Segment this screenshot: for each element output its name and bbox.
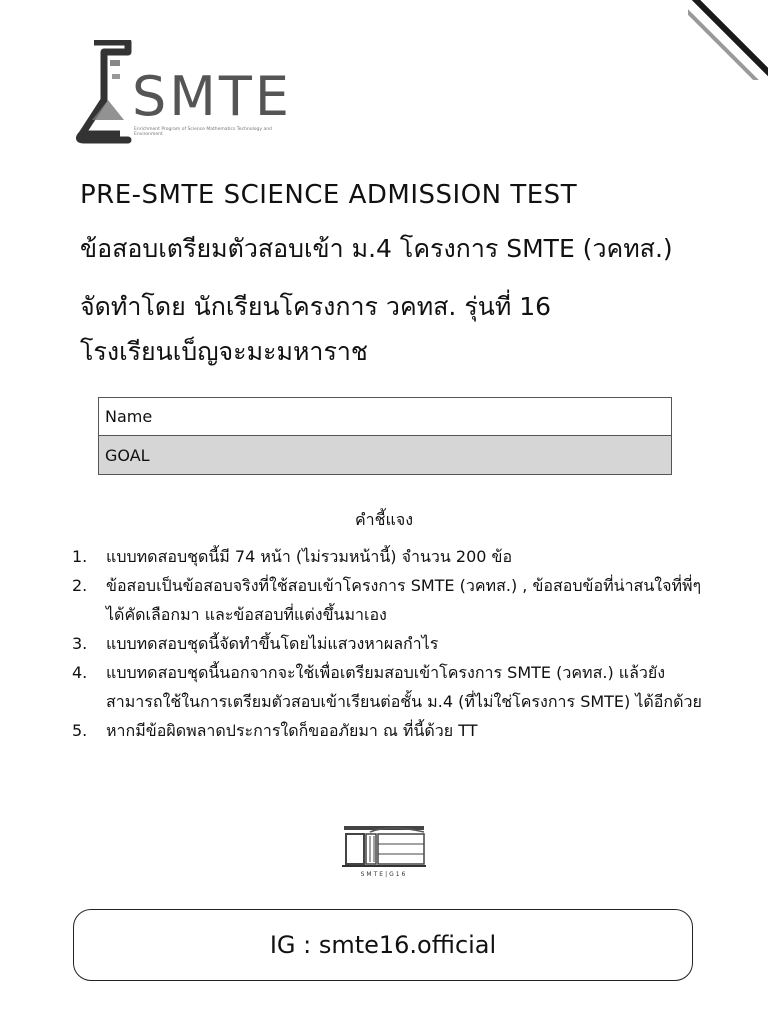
class-badge bbox=[340, 812, 428, 882]
instruction-item bbox=[72, 629, 712, 658]
instruction-text: หากมีข้อผิดพลาดประการใดก็ขออภัยมา ณ ที่นี้ด้วย TT bbox=[106, 721, 478, 740]
instruction-item bbox=[72, 542, 712, 571]
building-icon bbox=[340, 816, 428, 872]
instruction-number: 2. bbox=[72, 576, 88, 595]
instruction-item bbox=[72, 658, 712, 716]
instruction-text: แบบทดสอบชุดนี้จัดทำขึ้นโดยไม่แสวงหาผลกำไร bbox=[106, 634, 439, 653]
instructions-list bbox=[72, 542, 712, 745]
badge-label: SMTE|G16 bbox=[360, 871, 408, 878]
organizer-line-1: จัดทำโดย นักเรียนโครงการ วคทส. รุ่นที่ 16 bbox=[80, 292, 552, 321]
name-table-value: GOAL bbox=[99, 436, 671, 474]
smte-logo bbox=[72, 36, 296, 144]
instruction-number: 5. bbox=[72, 721, 88, 740]
instruction-text: แบบทดสอบชุดนี้นอกจากจะใช้เพื่อเตรียมสอบเข้าโครงการ SMTE (วคทส.) แล้วยังสามารถใช้ในการเตรียมตัวสอบเข้าเรียนต่อชั้น ม.4 (ที่ไม่ใช่โครงการ SMTE) ได้อีกด้วย bbox=[106, 663, 702, 711]
name-table bbox=[98, 397, 672, 475]
instagram-handle-box: IG : smte16.official bbox=[73, 909, 693, 981]
instruction-text: แบบทดสอบชุดนี้มี 74 หน้า (ไม่รวมหน้านี้) จำนวน 200 ข้อ bbox=[106, 547, 513, 566]
title-english: PRE-SMTE SCIENCE ADMISSION TEST bbox=[80, 180, 578, 210]
instruction-item bbox=[72, 716, 712, 745]
instruction-number: 4. bbox=[72, 663, 88, 682]
title-thai: ข้อสอบเตรียมตัวสอบเข้า ม.4 โครงการ SMTE (วคทส.) bbox=[80, 234, 673, 263]
instruction-number: 3. bbox=[72, 634, 88, 653]
instructions-heading: คำชี้แจง bbox=[354, 510, 414, 529]
flask-icon bbox=[72, 40, 140, 144]
logo-tagline: Enrichment Program of Science Mathematics Technology and Environment bbox=[134, 127, 272, 137]
corner-stripes-decoration bbox=[688, 0, 768, 80]
instruction-item bbox=[72, 571, 712, 629]
logo-wordmark: SMTE bbox=[132, 65, 292, 128]
instruction-number: 1. bbox=[72, 547, 88, 566]
organizer-line-2: โรงเรียนเบ็ญจะมะมหาราช bbox=[80, 337, 368, 366]
name-table-header: Name bbox=[99, 398, 671, 436]
instruction-text: ข้อสอบเป็นข้อสอบจริงที่ใช้สอบเข้าโครงการ SMTE (วคทส.) , ข้อสอบข้อที่น่าสนใจที่พี่ๆ ได้คัดเลือกมา และข้อสอบที่แต่งขึ้นมาเอง bbox=[106, 576, 702, 624]
